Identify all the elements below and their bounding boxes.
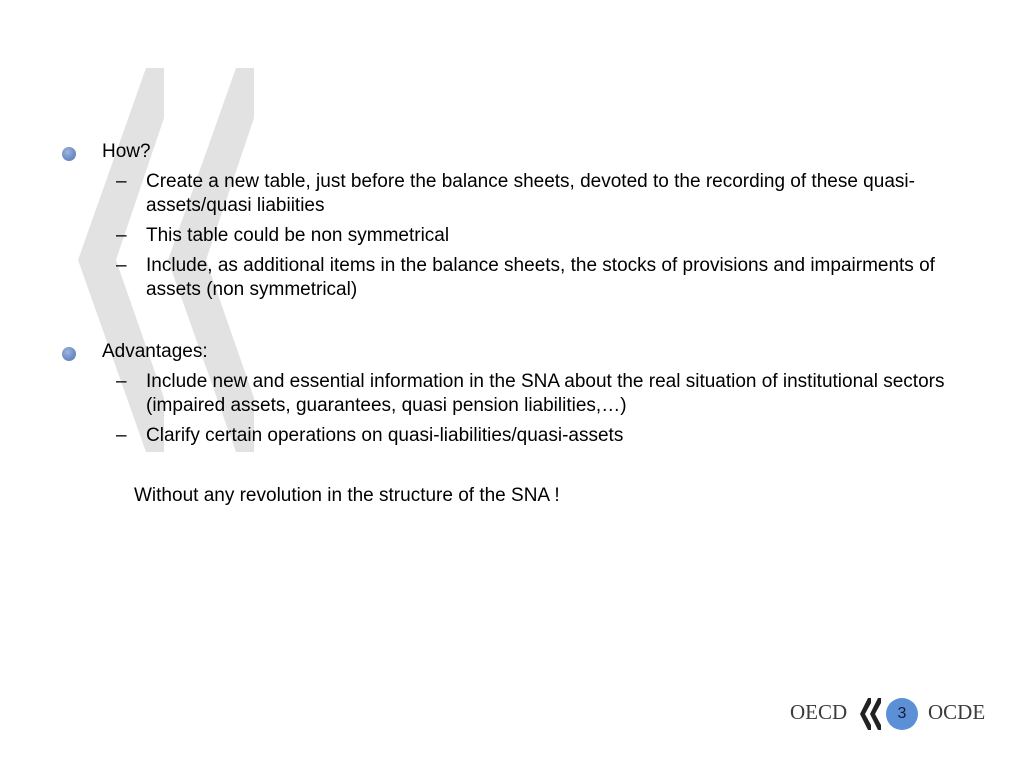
dash-icon: – [116,171,127,192]
item-include-provisions: Include, as additional items in the balance sheets, the stocks of provisions and impairments of assets (non symmetrical) [146,255,935,300]
page-number: 3 [886,698,918,730]
bullet-icon [62,147,76,161]
item-create-table: Create a new table, just before the balance sheets, devoted to the recording of these quasi-assets/quasi liabiities [146,171,915,216]
heading-how: How? [102,141,151,162]
item-non-symmetrical: This table could be non symmetrical [146,225,450,246]
item-clarify-operations: Clarify certain operations on quasi-liabilities/quasi-assets [146,425,624,446]
heading-advantages: Advantages: [102,341,208,362]
dash-icon: – [116,425,127,446]
item-new-information: Include new and essential information in the SNA about the real situation of institutional sectors (impaired assets, guarantees, quasi pension liabilities,…) [146,371,945,416]
dash-icon: – [116,255,127,276]
oecd-chevron-logo-icon [860,698,882,730]
footer-oecd-text: OECD [790,700,848,724]
dash-icon: – [116,225,127,246]
bullet-icon [62,347,76,361]
dash-icon: – [116,371,127,392]
footer-ocde-text: OCDE [928,700,986,724]
closing-note: Without any revolution in the structure of the SNA ! [134,485,560,506]
footer-logo [790,696,1000,732]
